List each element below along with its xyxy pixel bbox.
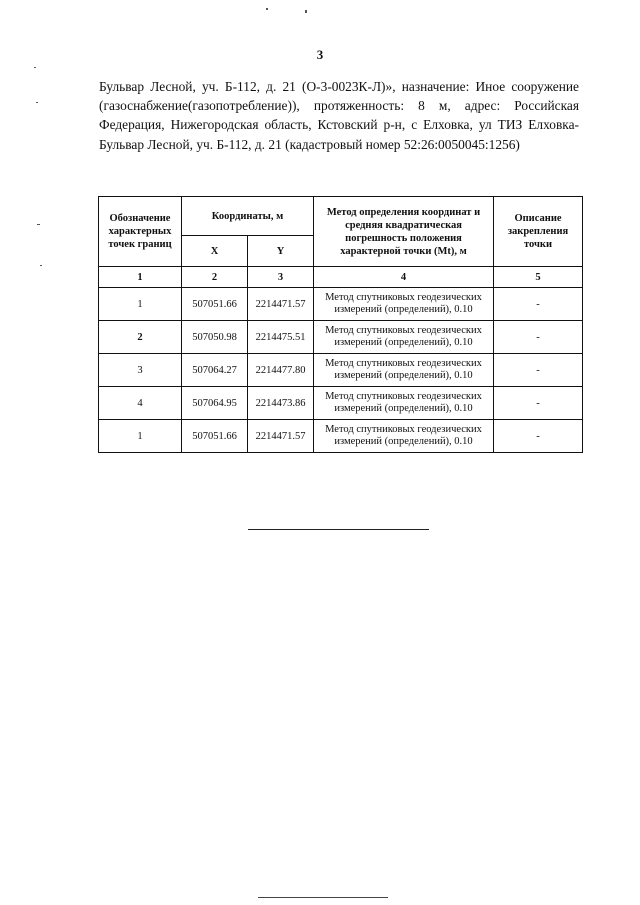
scan-speck — [266, 8, 268, 10]
coordinates-table — [98, 196, 583, 453]
cell-point: 4 — [99, 387, 182, 420]
cell-method: Метод спутниковых геодезических измерений (определений), 0.10 — [314, 420, 494, 453]
header-description: Описание закрепления точки — [494, 197, 583, 267]
column-number: 4 — [314, 267, 494, 288]
table-row — [99, 354, 583, 387]
cell-description: - — [494, 420, 583, 453]
cell-point: 1 — [99, 420, 182, 453]
column-number: 3 — [248, 267, 314, 288]
column-number: 5 — [494, 267, 583, 288]
cell-description: - — [494, 354, 583, 387]
cell-y: 2214477.80 — [248, 354, 314, 387]
cell-x: 507051.66 — [182, 420, 248, 453]
scan-speck — [40, 265, 42, 266]
separator-line — [248, 529, 429, 530]
footer-line — [258, 897, 388, 898]
column-number: 2 — [182, 267, 248, 288]
scan-speck — [34, 67, 36, 68]
intro-paragraph: Бульвар Лесной, уч. Б-112, д. 21 (О-3-0023К-Л)», назначение: Иное сооружение (газоснабжение(газопотребление)), протяженность: 8 м, адрес: Российская Федерация, Нижегородская область, Кстовский р-н, с Елховка, ул ТИЗ Елховка-Бульвар Лесной, уч. Б-112, д. 21 (кадастровый номер 52:26:0050045:1256) — [99, 79, 579, 152]
cell-x: 507064.27 — [182, 354, 248, 387]
header-x: X — [182, 236, 248, 267]
cell-method: Метод спутниковых геодезических измерений (определений), 0.10 — [314, 354, 494, 387]
cell-description: - — [494, 288, 583, 321]
cell-y: 2214471.57 — [248, 420, 314, 453]
cell-x: 507064.95 — [182, 387, 248, 420]
cell-y: 2214475.51 — [248, 321, 314, 354]
cell-description: - — [494, 321, 583, 354]
cell-method: Метод спутниковых геодезических измерений (определений), 0.10 — [314, 321, 494, 354]
column-number: 1 — [99, 267, 182, 288]
cell-method: Метод спутниковых геодезических измерений (определений), 0.10 — [314, 288, 494, 321]
header-method: Метод определения координат и средняя квадратическая погрешность положения характерной точки (Mt), м — [314, 197, 494, 267]
cell-y: 2214473.86 — [248, 387, 314, 420]
table-row — [99, 321, 583, 354]
cell-method: Метод спутниковых геодезических измерений (определений), 0.10 — [314, 387, 494, 420]
header-coords: Координаты, м — [182, 197, 314, 236]
scan-speck — [36, 102, 38, 103]
scan-speck — [37, 224, 40, 225]
header-point: Обозначение характерных точек границ — [99, 197, 182, 267]
table-row — [99, 420, 583, 453]
cell-x: 507051.66 — [182, 288, 248, 321]
table-row — [99, 288, 583, 321]
page-number: 3 — [316, 47, 324, 62]
cell-description: - — [494, 387, 583, 420]
scan-speck — [305, 10, 307, 13]
cell-point: 3 — [99, 354, 182, 387]
table-row — [99, 387, 583, 420]
cell-x: 507050.98 — [182, 321, 248, 354]
cell-point: 2 — [99, 321, 182, 354]
cell-y: 2214471.57 — [248, 288, 314, 321]
header-y: Y — [248, 236, 314, 267]
cell-point: 1 — [99, 288, 182, 321]
